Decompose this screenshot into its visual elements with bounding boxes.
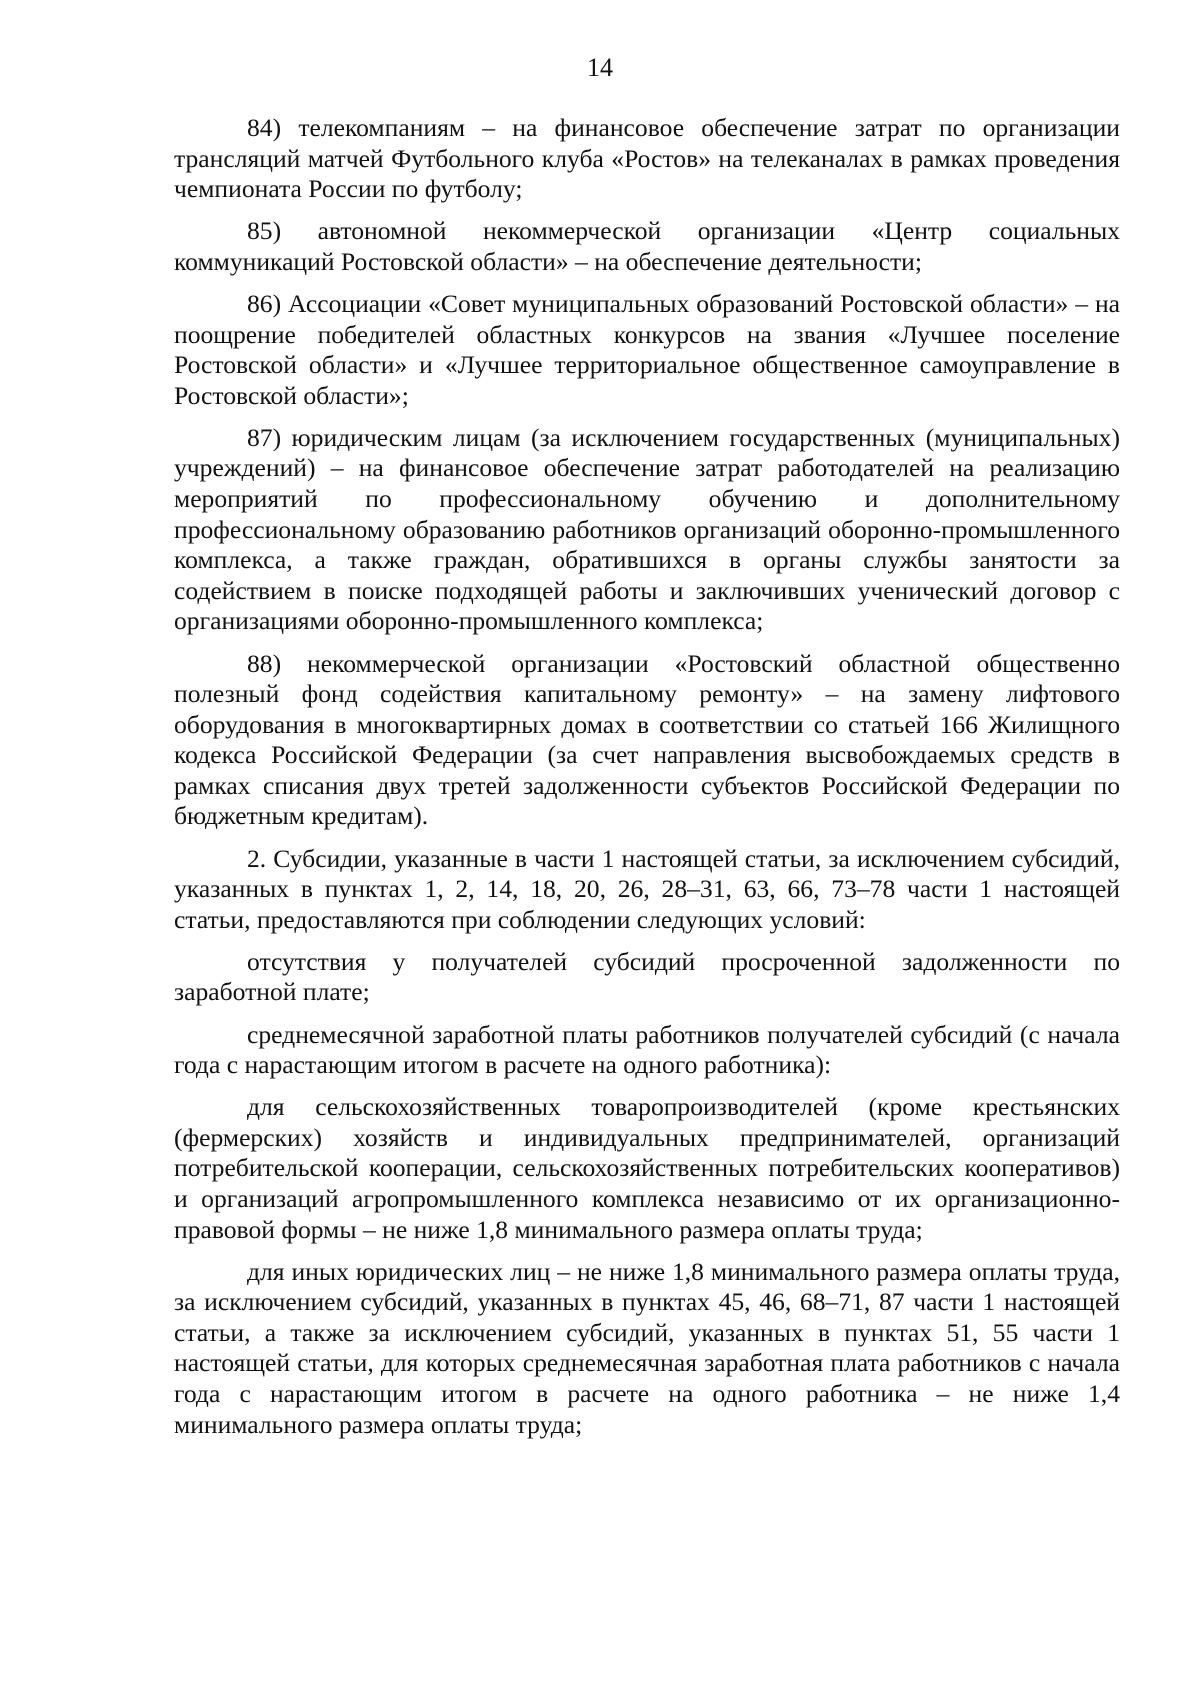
paragraph-agricultural-producers: для сельскохозяйственных товаропроизводителей (кроме крестьянских (фермерских) хозяйств и индивидуальных предпринимателей, организаций потребительской кооперации, сельскохозяйственных потребительских кооперативов) и организаций агропромышленного комплекса независимо от их организационно-правовой формы – не ниже 1,8 минимального размера оплаты труда; — [174, 1092, 1120, 1244]
paragraph-item-85: 85) автономной некоммерческой организации «Центр социальных коммуникаций Ростовской области» – на обеспечение деятельности; — [174, 216, 1120, 276]
document-body — [174, 113, 1120, 1440]
paragraph-item-88: 88) некоммерческой организации «Ростовский областной общественно полезный фонд содействия капитальному ремонту» – на замену лифтового оборудования в многоквартирных домах в соответствии со статьей 166 Жилищного кодекса Российской Федерации (за счет направления высвобождаемых средств в рамках списания двух третей задолженности субъектов Российской Федерации по бюджетным кредитам). — [174, 648, 1120, 831]
paragraph-item-84: 84) телекомпаниям – на финансовое обеспечение затрат по организации трансляций матчей Футбольного клуба «Ростов» на телеканалах в рамках проведения чемпионата России по футболу; — [174, 113, 1120, 204]
paragraph-part-2: 2. Субсидии, указанные в части 1 настоящей статьи, за исключением субсидий, указанных в пунктах 1, 2, 14, 18, 20, 26, 28–31, 63, 66, 73–78 части 1 настоящей статьи, предоставляются при соблюдении следующих условий: — [174, 843, 1120, 934]
paragraph-condition-average-salary: среднемесячной заработной платы работников получателей субсидий (с начала года с нарастающим итогом в расчете на одного работника): — [174, 1019, 1120, 1080]
paragraph-item-86: 86) Ассоциации «Совет муниципальных образований Ростовской области» – на поощрение победителей областных конкурсов на звания «Лучшее поселение Ростовской области» и «Лучшее территориальное общественное самоуправление в Ростовской области»; — [174, 288, 1120, 410]
paragraph-item-87: 87) юридическим лицам (за исключением государственных (муниципальных) учреждений) – на финансовое обеспечение затрат работодателей на реализацию мероприятий по профессиональному обучению и дополнительному профессиональному образованию работников организаций оборонно-промышленного комплекса, а также граждан, обратившихся в органы службы занятости за содействием в поиске подходящей работы и заключивших ученический договор с организациями оборонно-промышленного комплекса; — [174, 422, 1120, 636]
page-number: 14 — [587, 53, 613, 82]
paragraph-condition-no-arrears: отсутствия у получателей субсидий просроченной задолженности по заработной плате; — [174, 946, 1120, 1007]
paragraph-other-legal-entities: для иных юридических лиц – не ниже 1,8 минимального размера оплаты труда, за исключением субсидий, указанных в пунктах 45, 46, 68–71, 87 части 1 настоящей статьи, а также за исключением субсидий, указанных в пунктах 51, 55 части 1 настоящей статьи, для которых среднемесячная заработная плата работников с начала года с нарастающим итогом в расчете на одного работника – не ниже 1,4 минимального размера оплаты труда; — [174, 1256, 1120, 1439]
